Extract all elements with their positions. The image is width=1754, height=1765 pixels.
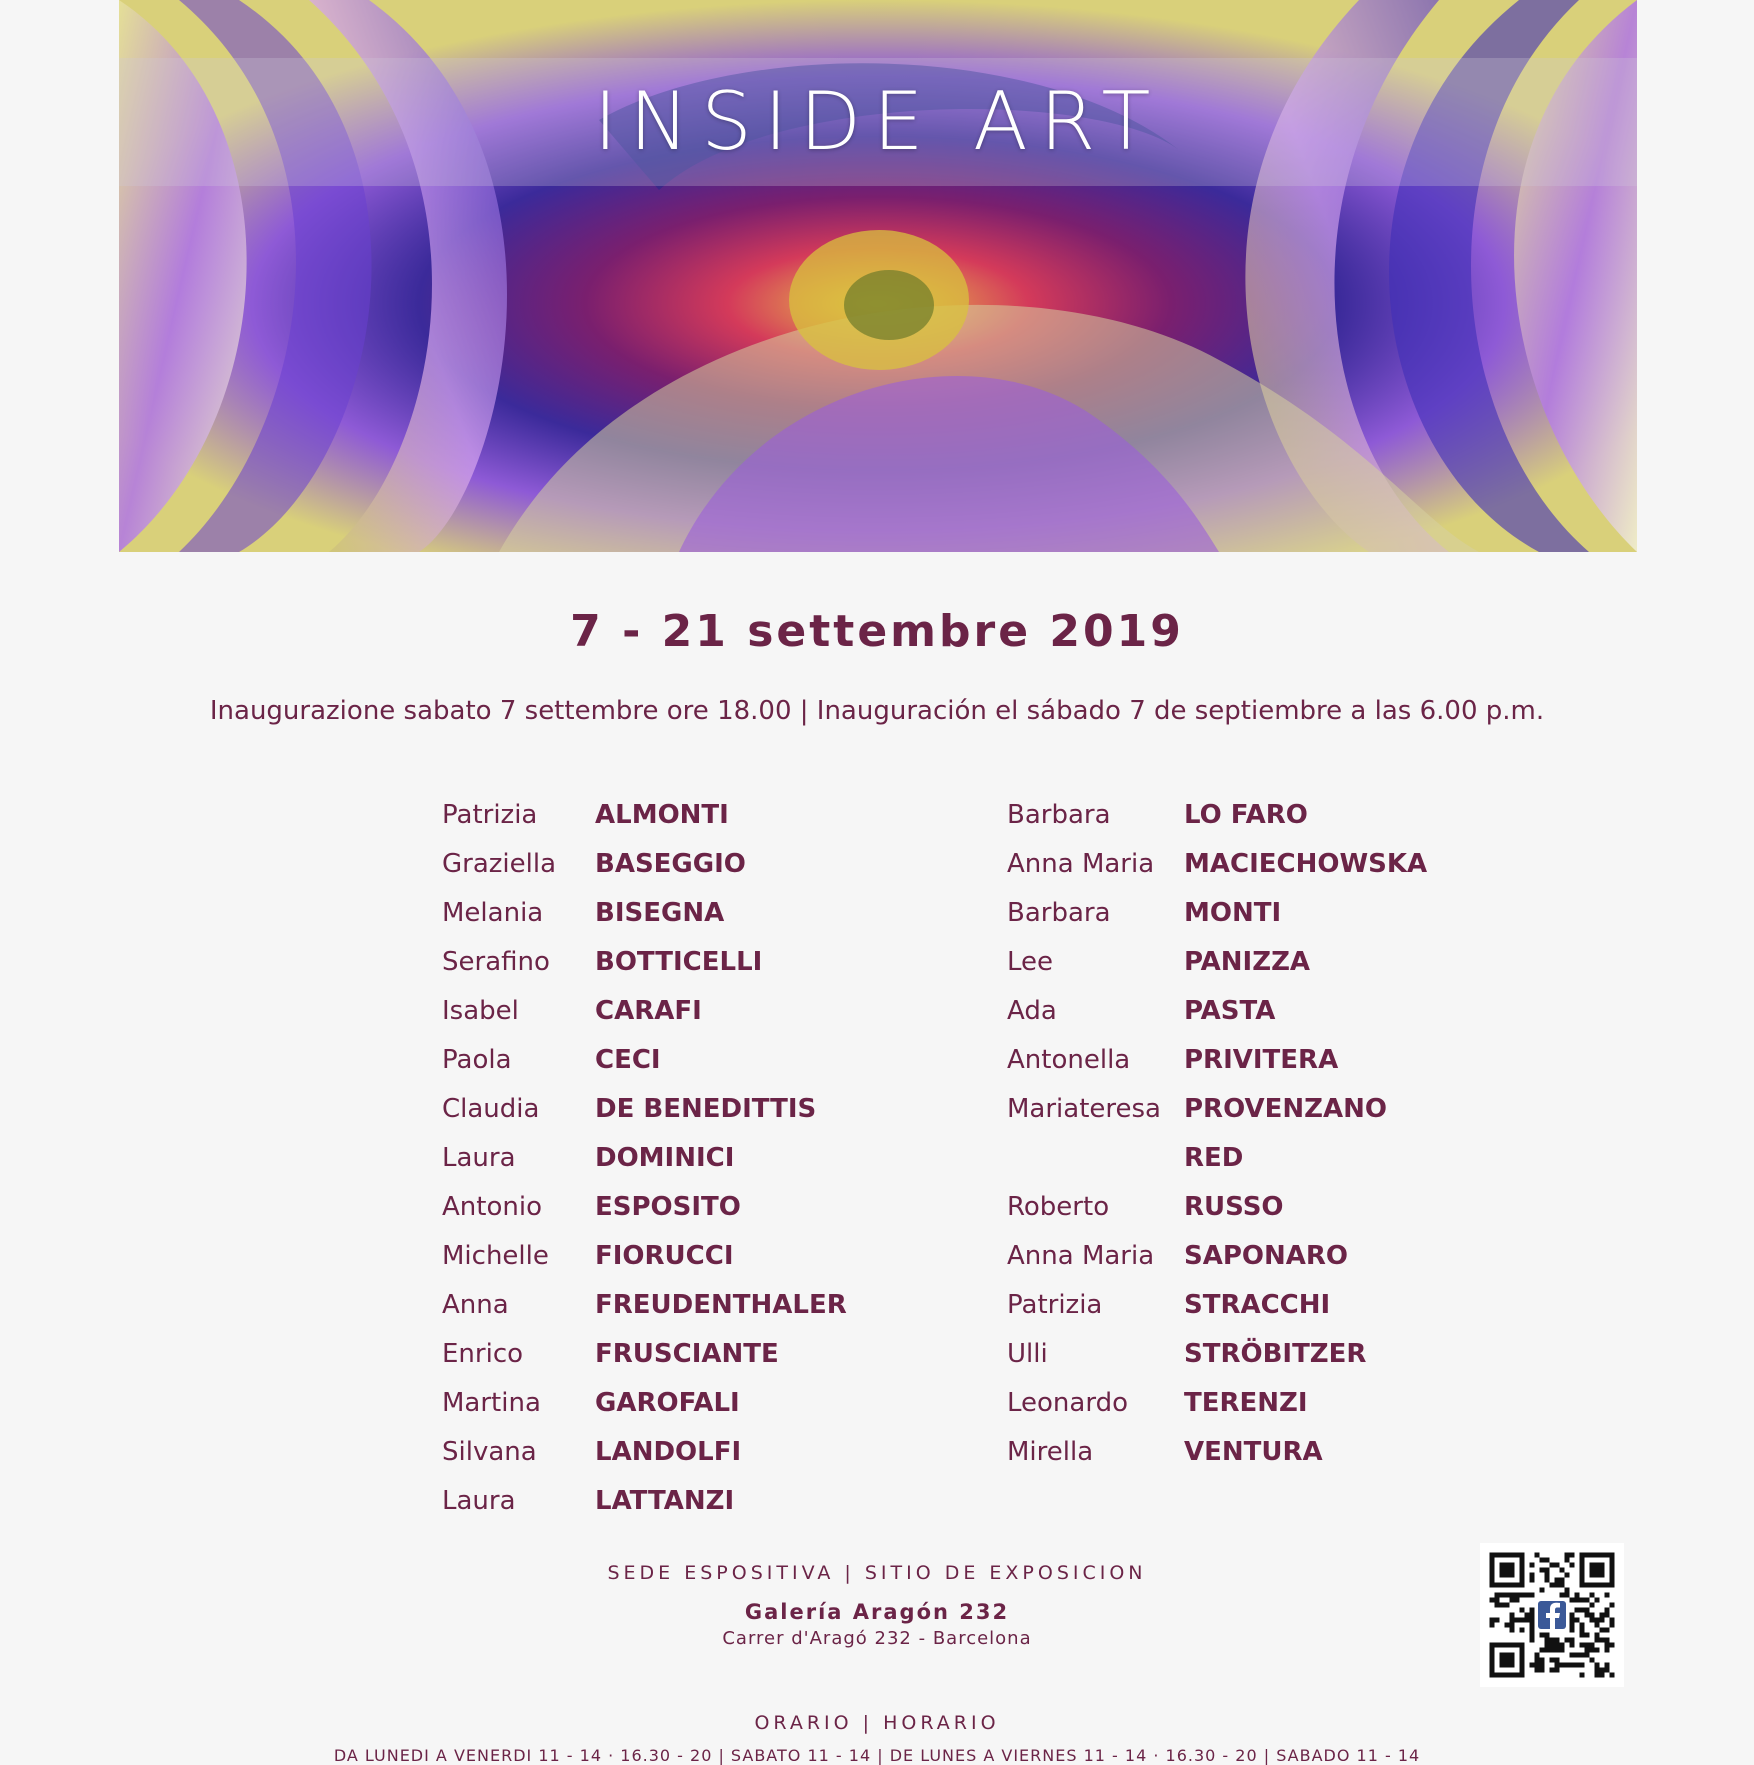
artist-first-name: Melania — [442, 897, 544, 928]
artist-first-name: Patrizia — [442, 799, 538, 830]
artist-first-name: Anna Maria — [1007, 848, 1155, 879]
artist-first-name: Serafino — [442, 946, 550, 977]
artist-row — [442, 1231, 847, 1280]
artist-last-name: CARAFI — [595, 995, 702, 1026]
artist-last-name: FIORUCCI — [595, 1240, 734, 1271]
artist-row — [1007, 1182, 1427, 1231]
artist-first-name: Graziella — [442, 848, 557, 879]
artist-row — [1007, 839, 1427, 888]
venue-address: Carrer d'Aragó 232 - Barcelona — [722, 1628, 1032, 1649]
artist-last-name: LO FARO — [1184, 799, 1308, 830]
artist-row — [1007, 1280, 1427, 1329]
artist-first-name: Antonella — [1007, 1044, 1131, 1075]
artist-first-name: Michelle — [442, 1240, 549, 1271]
artist-last-name: LANDOLFI — [595, 1436, 742, 1467]
artist-first-name: Anna — [442, 1289, 509, 1320]
hours-line: DA LUNEDI A VENERDI 11 - 14 · 16.30 - 20 | SABATO 11 - 14 | DE LUNES A VIERNES 11 - 14 · 16.30 - 20 | SABADO 11 - 14 — [333, 1746, 1421, 1765]
artist-row — [442, 888, 847, 937]
artist-last-name: STRACCHI — [1184, 1289, 1331, 1320]
artist-last-name: PRIVITERA — [1184, 1044, 1339, 1075]
artist-first-name: Mirella — [1007, 1436, 1094, 1467]
artist-first-name: Claudia — [442, 1093, 540, 1124]
artist-last-name: BISEGNA — [595, 897, 725, 928]
artist-list-left — [442, 790, 847, 1525]
artist-last-name: STRÖBITZER — [1184, 1338, 1367, 1369]
artist-last-name: DE BENEDITTIS — [595, 1093, 817, 1124]
artist-last-name: LATTANZI — [595, 1485, 735, 1516]
venue-name: Galería Aragón 232 — [744, 1600, 1010, 1624]
artist-row — [1007, 888, 1427, 937]
artist-first-name: Laura — [442, 1485, 516, 1516]
artist-row — [442, 1280, 847, 1329]
artist-last-name: BOTTICELLI — [595, 946, 763, 977]
artist-last-name: ESPOSITO — [595, 1191, 741, 1222]
artist-last-name: FRUSCIANTE — [595, 1338, 779, 1369]
artist-row — [1007, 1084, 1427, 1133]
artist-last-name: GAROFALI — [595, 1387, 740, 1418]
artist-row — [442, 1329, 847, 1378]
artist-row — [1007, 937, 1427, 986]
artist-row — [442, 1182, 847, 1231]
artist-first-name: Roberto — [1007, 1191, 1110, 1222]
artist-last-name: RUSSO — [1184, 1191, 1284, 1222]
artist-first-name: Laura — [442, 1142, 516, 1173]
artist-first-name: Ada — [1007, 995, 1057, 1026]
artist-first-name: Leonardo — [1007, 1387, 1128, 1418]
artist-row — [442, 986, 847, 1035]
title-band — [119, 58, 1637, 186]
artist-row — [442, 1427, 847, 1476]
artist-first-name: Antonio — [442, 1191, 542, 1222]
inauguration-info: Inaugurazione sabato 7 settembre ore 18.00 | Inauguración el sábado 7 de septiembre a las 6.00 p.m. — [209, 696, 1545, 726]
artist-row — [442, 1476, 847, 1525]
artist-row — [1007, 1133, 1427, 1182]
artist-first-name: Patrizia — [1007, 1289, 1103, 1320]
artist-first-name: Silvana — [442, 1436, 537, 1467]
artist-row — [442, 937, 847, 986]
artist-row — [1007, 790, 1427, 839]
artist-last-name: CECI — [595, 1044, 661, 1075]
artist-row — [1007, 1427, 1427, 1476]
artist-last-name: MONTI — [1184, 897, 1282, 928]
artist-row — [442, 1133, 847, 1182]
artist-last-name: MACIECHOWSKA — [1184, 848, 1428, 879]
artist-first-name: Enrico — [442, 1338, 524, 1369]
artist-last-name: VENTURA — [1184, 1436, 1323, 1467]
artist-row — [1007, 986, 1427, 1035]
artist-first-name: Isabel — [442, 995, 519, 1026]
artist-first-name: Anna Maria — [1007, 1240, 1155, 1271]
artist-row — [442, 790, 847, 839]
artist-first-name: Ulli — [1007, 1338, 1048, 1369]
artist-last-name: PROVENZANO — [1184, 1093, 1387, 1124]
artist-last-name: TERENZI — [1184, 1387, 1308, 1418]
qr-code-image — [1480, 1543, 1624, 1687]
artist-last-name: FREUDENTHALER — [595, 1289, 847, 1320]
venue-label: SEDE ESPOSITIVA | SITIO DE EXPOSICION — [607, 1562, 1147, 1584]
artist-row — [442, 1084, 847, 1133]
artist-row — [1007, 1231, 1427, 1280]
artist-first-name: Barbara — [1007, 897, 1111, 928]
artist-row — [442, 1378, 847, 1427]
artist-last-name: BASEGGIO — [595, 848, 746, 879]
artist-last-name: SAPONARO — [1184, 1240, 1349, 1271]
artist-first-name: Lee — [1007, 946, 1054, 977]
artist-first-name: Mariateresa — [1007, 1093, 1161, 1124]
hours-label: ORARIO | HORARIO — [754, 1712, 1000, 1734]
facebook-icon — [1538, 1601, 1566, 1629]
artist-first-name: Barbara — [1007, 799, 1111, 830]
artist-last-name: PASTA — [1184, 995, 1276, 1026]
artist-last-name: ALMONTI — [595, 799, 729, 830]
exhibition-dates: 7 - 21 settembre 2019 — [570, 606, 1184, 657]
artist-first-name: Martina — [442, 1387, 541, 1418]
artist-first-name: Paola — [442, 1044, 512, 1075]
artist-row — [1007, 1378, 1427, 1427]
artist-row — [442, 839, 847, 888]
artist-last-name: DOMINICI — [595, 1142, 735, 1173]
qr-code[interactable] — [1480, 1543, 1624, 1687]
hero-artwork — [119, 0, 1637, 552]
artist-last-name: RED — [1184, 1142, 1244, 1173]
artist-last-name: PANIZZA — [1184, 946, 1311, 977]
exhibition-title: INSIDE ART — [593, 75, 1163, 168]
artist-row — [1007, 1329, 1427, 1378]
artist-row — [442, 1035, 847, 1084]
artist-list-right — [1007, 790, 1427, 1476]
artist-row — [1007, 1035, 1427, 1084]
